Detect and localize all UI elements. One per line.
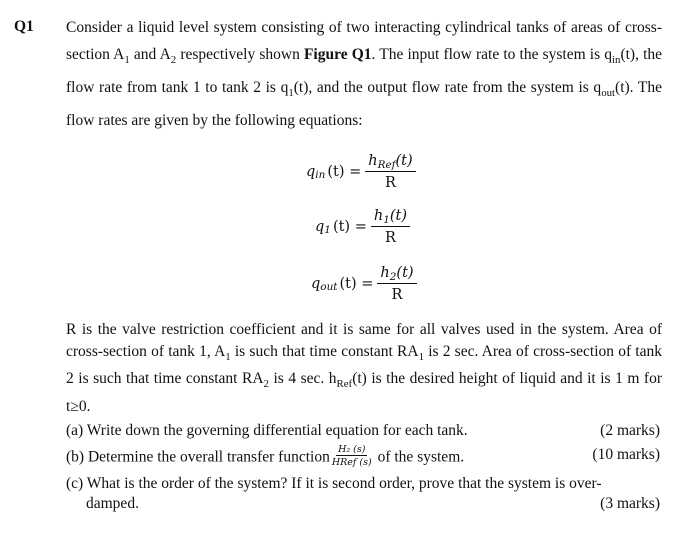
para2-text-3: is 2 sec. Area of cross-section of tank 2 is such that time constant RA [66,342,662,388]
para2-sub-1: 1 [225,350,231,363]
eq3-num-var: h [380,265,390,281]
eq2-lhs-sub: 1 [324,224,331,236]
intro-text-1: Consider a liquid level system consisting of two interacting cylindrical tanks of areas of cross-section A [66,19,662,63]
part-c [66,475,660,513]
equation-q-in [306,153,416,191]
part-a [66,422,660,440]
eq1-lhs-var: q [306,164,316,180]
eq3-lhs-arg: (t) = [339,276,374,292]
eq1-lhs-sub: in [315,169,326,181]
intro-text-7: (t). The flow rates are given by the following equations: [66,79,662,130]
intro-text-6: (t), and the output flow rate from the system is q [293,79,602,97]
intro-text-3: respectively shown [176,46,304,63]
eq2-lhs-arg: (t) = [332,219,367,235]
eq3-num-sub: 2 [389,271,397,283]
transfer-function-fraction [332,444,372,468]
part-c-line-2: damped. [86,495,139,512]
intro-sub-4: 1 [288,87,294,100]
tf-denominator: HRef (s) [331,457,372,468]
intro-sub-3: in [612,54,621,67]
eq2-fraction [371,208,410,246]
para2-text-5: (t) is the desired height of liquid and it is 1 m for t≥0. [66,370,662,415]
eq1-denominator: R [385,175,396,191]
tf-numerator: H₂ (s) [338,444,366,455]
intro-sub-1: 1 [124,54,130,67]
part-b-text-after: of the system. [373,448,465,466]
eq1-num-arg: (t) [395,153,413,169]
para2-text-1: R is the valve restriction coefficient and it is same for all valves used in the system. Area of cross-section of tank 1, A [66,321,662,360]
question-intro [66,14,662,134]
eq2-numerator [371,208,410,227]
question-paragraph-2 [66,319,662,417]
part-a-text: (a) Write down the governing differential equation for each tank. [66,422,468,439]
part-b [66,446,660,470]
intro-sub-2: 2 [170,54,177,67]
para2-sub-2: 1 [418,350,424,363]
eq1-fraction [365,153,415,191]
eq1-lhs-arg: (t) = [327,164,362,180]
para2-sub-4: Ref [336,378,353,391]
eq1-num-var: h [368,153,378,169]
question-number: Q1 [14,18,34,35]
eq2-num-var: h [373,208,384,224]
eq3-numerator [377,265,416,284]
eq3-lhs-sub: out [320,281,338,293]
eq3-num-arg: (t) [396,265,414,281]
equation-q-1 [315,208,410,246]
part-c-line-2-row [66,495,660,513]
eq3-fraction [377,265,416,303]
para2-text-2: is such that time constant RA [230,342,419,360]
eq2-num-arg: (t) [389,208,408,224]
part-a-marks: (2 marks) [600,422,660,439]
para2-text-4: is 4 sec. h [268,370,337,388]
intro-text-5: (t), the flow rate from tank 1 to tank 2 is q [66,46,663,97]
eq1-num-sub: Ref [377,159,396,171]
eq2-num-sub: 1 [383,214,390,226]
part-b-text-before: (b) Determine the overall transfer function [66,448,330,466]
para2-sub-3: 2 [263,378,269,391]
intro-text-4: . The input flow rate to the system is q [371,46,612,63]
eq3-denominator: R [391,287,403,303]
eq2-lhs-var: q [315,219,325,235]
figure-reference: Figure Q1 [303,46,372,63]
eq2-denominator: R [384,230,396,246]
eq3-lhs-var: q [311,276,321,292]
equation-q-out [311,265,417,303]
part-b-marks: (10 marks) [592,446,660,463]
intro-sub-5: out [601,87,616,100]
part-c-marks: (3 marks) [600,495,660,512]
eq1-numerator [365,153,415,172]
intro-text-2: and A [129,46,171,63]
part-c-line-1: (c) What is the order of the system? If it is second order, prove that the system is over- [66,475,602,492]
